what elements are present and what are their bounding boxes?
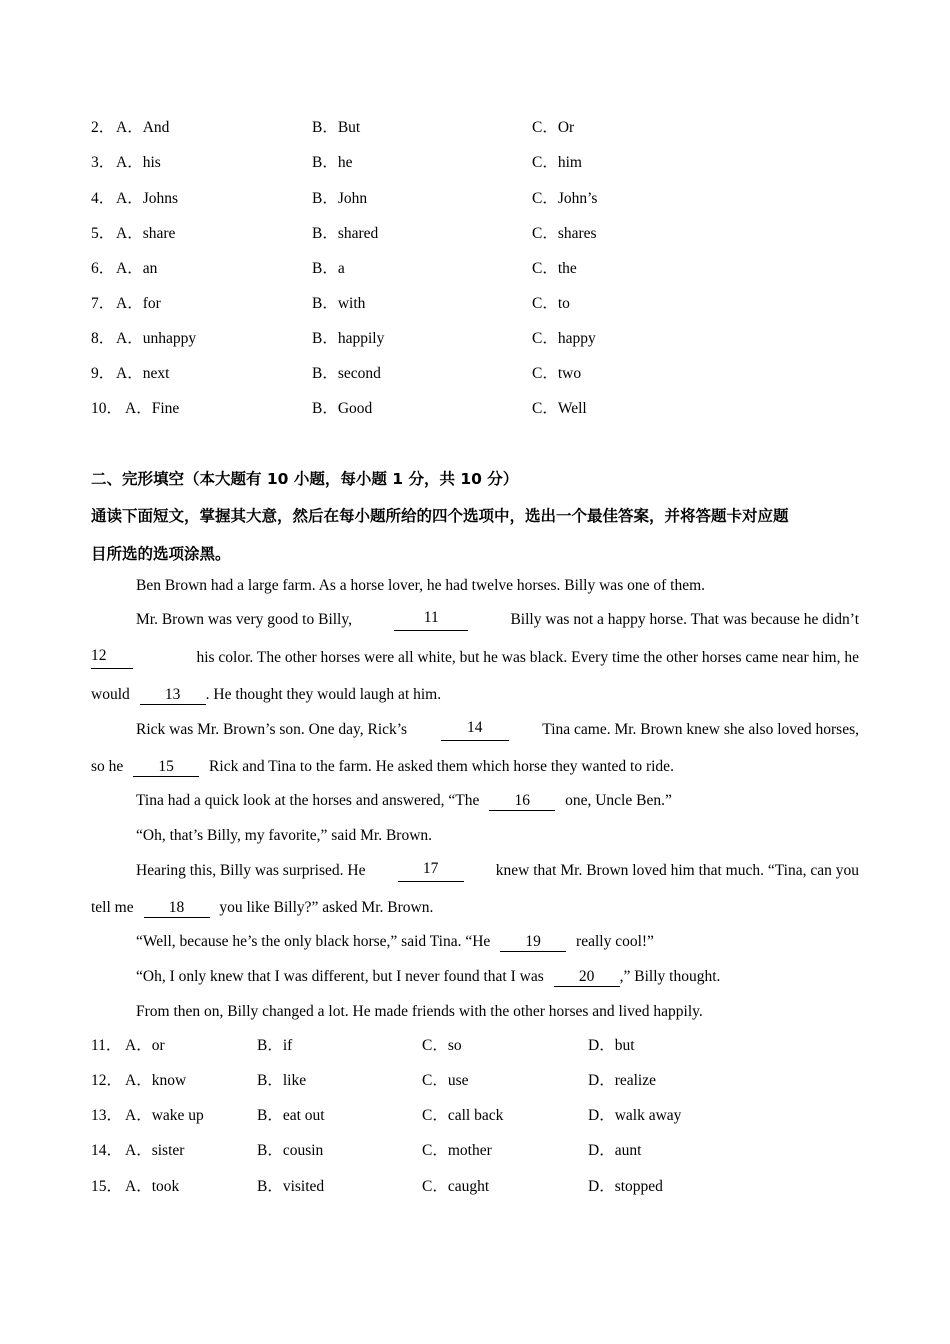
- passage-text: . He thought they would laugh at him.: [205, 686, 442, 703]
- option-b: B．cousin: [257, 1142, 324, 1159]
- option-d: D．stopped: [588, 1178, 663, 1195]
- option-row: [0, 328, 950, 350]
- question-number: 6．: [91, 260, 115, 277]
- question-number: 4．: [91, 190, 115, 207]
- question-number: 2．: [91, 119, 115, 136]
- question-number: 12．: [91, 1072, 123, 1089]
- question-number: 13．: [91, 1107, 123, 1124]
- question-number: 9．: [91, 365, 115, 382]
- option-b: B．But: [312, 119, 361, 136]
- option-row: [0, 188, 950, 210]
- blank-16[interactable]: 16: [489, 792, 555, 811]
- passage-line: [136, 966, 720, 988]
- option-row: [0, 1140, 950, 1162]
- section-instruction: 目所选的选项涂黑。: [91, 545, 231, 563]
- passage-text: so he: [91, 758, 124, 775]
- question-number: 15．: [91, 1178, 123, 1195]
- option-row: [0, 1176, 950, 1198]
- option-b: B．visited: [257, 1178, 325, 1195]
- option-b: B．Good: [312, 400, 373, 417]
- blank-11[interactable]: 11: [394, 609, 468, 631]
- passage-text: From then on, Billy changed a lot. He made friends with the other horses and lived happily.: [136, 1003, 703, 1020]
- question-number: 5．: [91, 225, 115, 242]
- option-row: [0, 152, 950, 174]
- option-b: B．a: [312, 260, 345, 277]
- passage-text: you like Billy?” asked Mr. Brown.: [219, 899, 434, 916]
- option-c: C．two: [532, 365, 582, 382]
- passage-text: one, Uncle Ben.”: [565, 792, 672, 809]
- option-a: A．sister: [125, 1142, 185, 1159]
- option-c: C．him: [532, 154, 582, 171]
- blank-12[interactable]: 12: [91, 647, 133, 669]
- option-a: A．for: [116, 295, 161, 312]
- option-c: C．Or: [532, 119, 575, 136]
- option-c: C．to: [532, 295, 570, 312]
- passage-paragraph: [136, 1001, 703, 1023]
- blank-13[interactable]: 13: [140, 686, 206, 705]
- blank-14[interactable]: 14: [441, 719, 509, 741]
- option-d: D．realize: [588, 1072, 656, 1089]
- passage-line: [136, 719, 859, 741]
- option-a: A．share: [116, 225, 176, 242]
- passage-text: really cool!”: [576, 933, 654, 950]
- option-a: A．next: [116, 365, 170, 382]
- passage-line: [91, 647, 859, 669]
- option-b: B．happily: [312, 330, 385, 347]
- option-b: B．eat out: [257, 1107, 325, 1124]
- option-b: B．like: [257, 1072, 307, 1089]
- option-a: A．took: [125, 1178, 180, 1195]
- passage-line: [91, 897, 433, 919]
- passage-text: “Oh, that’s Billy, my favorite,” said Mr. Brown.: [136, 827, 433, 844]
- option-b: B．shared: [312, 225, 379, 242]
- passage-text: knew that Mr. Brown loved him that much. “Tina, can you: [495, 862, 859, 879]
- passage-text: would: [91, 686, 130, 703]
- option-row: [0, 117, 950, 139]
- passage-text: ,” Billy thought.: [619, 968, 721, 985]
- passage-text: Mr. Brown was very good to Billy,: [136, 611, 352, 628]
- question-number: 7．: [91, 295, 115, 312]
- option-a: A．Fine: [125, 400, 180, 417]
- option-row: [0, 293, 950, 315]
- option-c: C．Well: [532, 400, 587, 417]
- passage-text: Hearing this, Billy was surprised. He: [136, 862, 366, 879]
- passage-line: [136, 860, 859, 882]
- question-number: 11．: [91, 1037, 122, 1054]
- option-c: C．caught: [422, 1178, 490, 1195]
- option-a: A．an: [116, 260, 158, 277]
- option-b: B．he: [312, 154, 353, 171]
- passage-line: [91, 756, 674, 778]
- passage-text: Rick and Tina to the farm. He asked them which horse they wanted to ride.: [209, 758, 674, 775]
- option-c: C．John’s: [532, 190, 598, 207]
- passage-text: Rick was Mr. Brown’s son. One day, Rick’s: [136, 721, 408, 738]
- option-a: A．know: [125, 1072, 187, 1089]
- option-b: B．with: [312, 295, 366, 312]
- question-number: 3．: [91, 154, 115, 171]
- blank-15[interactable]: 15: [133, 758, 199, 777]
- passage-text: his color. The other horses were all white, but he was black. Every time the other horses came near him, he: [196, 649, 859, 666]
- passage-text: “Well, because he’s the only black horse,” said Tina. “He: [136, 933, 491, 950]
- blank-18[interactable]: 18: [144, 899, 210, 918]
- option-a: A．unhappy: [116, 330, 197, 347]
- option-b: B．John: [312, 190, 368, 207]
- blank-20[interactable]: 20: [554, 968, 620, 987]
- passage-line: [136, 790, 672, 812]
- passage-line: [136, 609, 859, 631]
- option-c: C．happy: [532, 330, 596, 347]
- option-row: [0, 1105, 950, 1127]
- passage-line: [91, 684, 441, 706]
- option-row: [0, 1070, 950, 1092]
- option-c: C．mother: [422, 1142, 492, 1159]
- passage-line: [136, 931, 654, 953]
- blank-19[interactable]: 19: [500, 933, 566, 952]
- option-d: D．but: [588, 1037, 635, 1054]
- option-a: A．his: [116, 154, 161, 171]
- passage-paragraph: [136, 825, 432, 847]
- option-d: D．walk away: [588, 1107, 682, 1124]
- passage-text: Tina came. Mr. Brown knew she also loved horses,: [542, 721, 859, 738]
- option-c: C．so: [422, 1037, 462, 1054]
- section-instruction: 通读下面短文，掌握其大意，然后在每小题所给的四个选项中，选出一个最佳答案，并将答题卡对应题: [91, 507, 789, 525]
- option-c: C．the: [532, 260, 577, 277]
- option-a: A．Johns: [116, 190, 179, 207]
- passage-paragraph: [136, 575, 705, 597]
- question-number: 10．: [91, 400, 123, 417]
- question-number: 8．: [91, 330, 115, 347]
- option-row: [0, 1035, 950, 1057]
- option-row: [0, 363, 950, 385]
- option-a: A．And: [116, 119, 170, 136]
- option-a: A．wake up: [125, 1107, 204, 1124]
- option-b: B．if: [257, 1037, 293, 1054]
- option-c: C．use: [422, 1072, 469, 1089]
- blank-17[interactable]: 17: [398, 860, 464, 882]
- passage-text: Tina had a quick look at the horses and answered, “The: [136, 792, 480, 809]
- option-row: [0, 258, 950, 280]
- option-row: [0, 223, 950, 245]
- passage-text: Ben Brown had a large farm. As a horse lover, he had twelve horses. Billy was one of them.: [136, 577, 706, 594]
- option-row: [0, 398, 950, 420]
- option-c: C．call back: [422, 1107, 504, 1124]
- option-a: A．or: [125, 1037, 165, 1054]
- option-d: D．aunt: [588, 1142, 642, 1159]
- passage-text: tell me: [91, 899, 134, 916]
- option-b: B．second: [312, 365, 381, 382]
- question-number: 14．: [91, 1142, 123, 1159]
- option-c: C．shares: [532, 225, 597, 242]
- passage-text: Billy was not a happy horse. That was because he didn’t: [510, 611, 859, 628]
- section-heading: 二、完形填空（本大题有 10 小题，每小题 1 分，共 10 分）: [91, 470, 519, 488]
- passage-text: “Oh, I only knew that I was different, but I never found that I was: [136, 968, 544, 985]
